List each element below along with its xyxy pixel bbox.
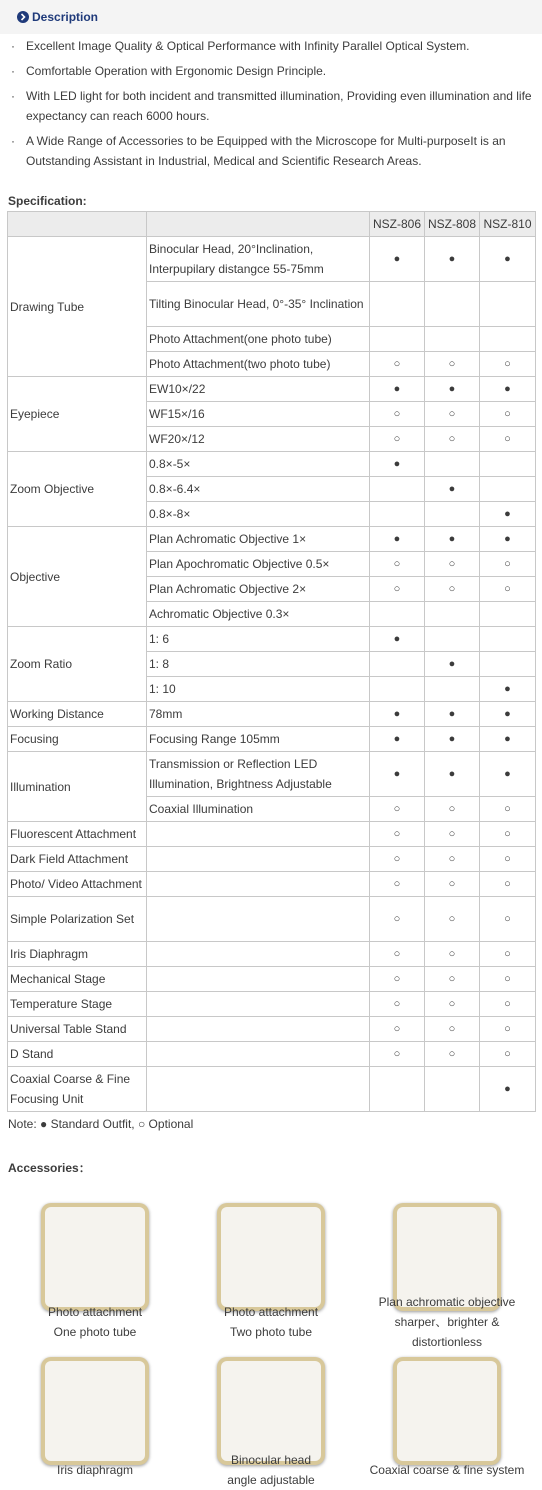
accessory-caption: Binocular head [230,1453,312,1467]
description-text: With LED light for both incident and transmitted illumination, Providing even illumination and life expectancy can reach 6000 hours. [26,89,532,123]
bullet-icon: · [11,134,15,148]
item-cell: 1: 8 [147,652,370,677]
accessory-caption: sharper、brighter & [394,1315,500,1329]
standard-mark: ● [425,702,480,727]
empty-mark [480,282,536,327]
optional-mark: ○ [425,872,480,897]
empty-mark [425,602,480,627]
standard-mark: ● [370,702,425,727]
accessory-caption: Photo attachment [223,1305,319,1319]
standard-mark: ● [370,237,425,282]
optional-mark: ○ [425,402,480,427]
empty-mark [480,327,536,352]
item-cell: Tilting Binocular Head, 0°-35° Inclination [147,282,370,327]
optional-mark: ○ [370,897,425,942]
optional-mark: ○ [370,402,425,427]
category-cell: Focusing [8,727,147,752]
category-cell: D Stand [8,1042,147,1067]
item-cell: Photo Attachment(two photo tube) [147,352,370,377]
optional-mark: ○ [425,992,480,1017]
accessory-caption: Coaxial coarse & fine system [369,1463,525,1477]
standard-mark: ● [425,477,480,502]
item-cell: Plan Achromatic Objective 2× [147,577,370,602]
optional-mark: ○ [370,872,425,897]
table-row [8,942,536,967]
photo-attachment-two-tube-image [217,1203,325,1311]
standard-mark: ● [425,652,480,677]
optional-mark: ○ [425,577,480,602]
standard-mark: ● [425,237,480,282]
table-row [8,1042,536,1067]
optional-mark: ○ [425,1042,480,1067]
coaxial-focus-system-image [393,1357,501,1465]
item-cell [147,847,370,872]
standard-mark: ● [480,377,536,402]
item-cell: EW10×/22 [147,377,370,402]
optional-mark: ○ [370,847,425,872]
optional-mark: ○ [425,797,480,822]
table-row [8,1067,536,1112]
optional-mark: ○ [480,1042,536,1067]
optional-mark: ○ [370,577,425,602]
category-cell: Illumination [8,752,147,822]
empty-mark [370,477,425,502]
optional-mark: ○ [480,402,536,427]
photo-attachment-one-tube-image [41,1203,149,1311]
accessory-photo-placeholder [397,1361,497,1461]
standard-mark: ● [480,752,536,797]
description-text: A Wide Range of Accessories to be Equipped with the Microscope for Multi-purposeIt is an Outstanding Assistant in Industrial, Medical and Scientific Research Areas. [26,134,506,168]
item-cell: 0.8×-8× [147,502,370,527]
empty-mark [480,602,536,627]
optional-mark: ○ [370,942,425,967]
empty-mark [425,677,480,702]
item-cell: WF20×/12 [147,427,370,452]
standard-mark: ● [480,527,536,552]
table-row [8,847,536,872]
specification-table [7,211,536,1112]
optional-mark: ○ [480,427,536,452]
bullet-icon: · [11,89,15,103]
optional-mark: ○ [425,847,480,872]
category-cell: Photo/ Video Attachment [8,872,147,897]
item-cell [147,992,370,1017]
optional-mark: ○ [370,992,425,1017]
standard-mark: ● [425,752,480,797]
item-cell [147,822,370,847]
optional-mark: ○ [425,822,480,847]
description-text: Excellent Image Quality & Optical Performance with Infinity Parallel Optical System. [26,39,470,53]
optional-mark: ○ [480,552,536,577]
item-cell [147,1017,370,1042]
optional-mark: ○ [370,967,425,992]
optional-mark: ○ [480,797,536,822]
standard-mark: ● [425,377,480,402]
standard-mark: ● [425,527,480,552]
item-cell: 0.8×-6.4× [147,477,370,502]
standard-mark: ● [370,527,425,552]
optional-mark: ○ [370,552,425,577]
optional-mark: ○ [480,847,536,872]
table-row [8,452,536,477]
standard-mark: ● [480,702,536,727]
category-cell: Simple Polarization Set [8,897,147,942]
description-title: Description [32,10,99,24]
category-cell: Universal Table Stand [8,1017,147,1042]
item-cell: Achromatic Objective 0.3× [147,602,370,627]
empty-mark [480,627,536,652]
item-cell: Plan Apochromatic Objective 0.5× [147,552,370,577]
description-item [8,36,538,56]
category-cell: Zoom Objective [8,452,147,527]
table-row [8,702,536,727]
accessory-photo-placeholder [45,1207,145,1307]
empty-mark [370,652,425,677]
table-row [8,967,536,992]
optional-mark: ○ [425,897,480,942]
description-item [8,86,538,126]
bullet-icon: · [11,39,15,53]
iris-diaphragm-image [41,1357,149,1465]
empty-mark [370,1067,425,1112]
optional-mark: ○ [425,552,480,577]
item-cell: Coaxial Illumination [147,797,370,822]
optional-mark: ○ [480,967,536,992]
empty-mark [425,327,480,352]
optional-mark: ○ [480,897,536,942]
chevron-right-circle-icon [17,11,29,23]
description-list [8,36,538,176]
accessory-caption: Two photo tube [229,1325,313,1339]
model-header: NSZ-810 [480,212,536,237]
item-cell: Binocular Head, 20°Inclination, Interpupilary distangce 55-75mm [147,237,370,282]
optional-mark: ○ [370,822,425,847]
category-cell: Coaxial Coarse & Fine Focusing Unit [8,1067,147,1112]
table-row [8,897,536,942]
header-blank [147,212,370,237]
item-cell [147,897,370,942]
empty-mark [480,452,536,477]
table-row [8,752,536,797]
description-item [8,131,538,171]
accessory-caption: distortionless [411,1335,483,1349]
empty-mark [370,602,425,627]
table-row [8,527,536,552]
item-cell [147,942,370,967]
category-cell: Objective [8,527,147,627]
accessory-photo-placeholder [45,1361,145,1461]
description-item [8,61,538,81]
accessory-caption: Plan achromatic objective [378,1295,516,1309]
header-blank [8,212,147,237]
item-cell: 78mm [147,702,370,727]
category-cell: Working Distance [8,702,147,727]
category-cell: Temperature Stage [8,992,147,1017]
category-cell: Eyepiece [8,377,147,452]
empty-mark [370,677,425,702]
table-row [8,872,536,897]
optional-mark: ○ [370,797,425,822]
bullet-icon: · [11,64,15,78]
optional-mark: ○ [480,942,536,967]
standard-mark: ● [370,752,425,797]
empty-mark [425,627,480,652]
table-row [8,1017,536,1042]
category-cell: Dark Field Attachment [8,847,147,872]
table-row [8,627,536,652]
accessory-photo-placeholder [221,1207,321,1307]
binocular-head-image [217,1357,325,1465]
optional-mark: ○ [480,872,536,897]
item-cell [147,1042,370,1067]
accessory-caption: angle adjustable [227,1473,315,1487]
optional-mark: ○ [370,1017,425,1042]
table-header-row [8,212,536,237]
accessory-caption: One photo tube [53,1325,137,1339]
standard-mark: ● [370,627,425,652]
accessory-photo-placeholder [221,1361,321,1461]
optional-mark: ○ [480,352,536,377]
table-row [8,822,536,847]
empty-mark [480,477,536,502]
category-cell: Iris Diaphragm [8,942,147,967]
item-cell [147,967,370,992]
table-row [8,992,536,1017]
empty-mark [370,327,425,352]
standard-mark: ● [425,727,480,752]
empty-mark [480,652,536,677]
standard-mark: ● [370,377,425,402]
optional-mark: ○ [480,577,536,602]
item-cell: 1: 6 [147,627,370,652]
standard-mark: ● [480,727,536,752]
optional-mark: ○ [480,822,536,847]
optional-mark: ○ [425,967,480,992]
item-cell [147,1067,370,1112]
empty-mark [425,1067,480,1112]
empty-mark [425,282,480,327]
empty-mark [370,502,425,527]
specification-title: Specification: [8,194,87,208]
table-row [8,377,536,402]
optional-mark: ○ [425,1017,480,1042]
optional-mark: ○ [480,992,536,1017]
table-row [8,237,536,282]
item-cell [147,872,370,897]
empty-mark [370,282,425,327]
standard-mark: ● [480,677,536,702]
category-cell: Zoom Ratio [8,627,147,702]
description-text: Comfortable Operation with Ergonomic Design Principle. [26,64,327,78]
item-cell: Plan Achromatic Objective 1× [147,527,370,552]
standard-mark: ● [370,727,425,752]
item-cell: 0.8×-5× [147,452,370,477]
optional-mark: ○ [425,942,480,967]
category-cell: Fluorescent Attachment [8,822,147,847]
optional-mark: ○ [480,1017,536,1042]
item-cell: WF15×/16 [147,402,370,427]
category-cell: Mechanical Stage [8,967,147,992]
item-cell: Transmission or Reflection LED Illumination, Brightness Adjustable [147,752,370,797]
optional-mark: ○ [425,427,480,452]
item-cell: Photo Attachment(one photo tube) [147,327,370,352]
item-cell: Focusing Range 105mm [147,727,370,752]
item-cell: 1: 10 [147,677,370,702]
model-header: NSZ-806 [370,212,425,237]
standard-mark: ● [480,237,536,282]
standard-mark: ● [480,502,536,527]
optional-mark: ○ [425,352,480,377]
accessory-caption: Photo attachment [47,1305,143,1319]
empty-mark [425,502,480,527]
optional-mark: ○ [370,352,425,377]
model-header: NSZ-808 [425,212,480,237]
legend-note: Note: ● Standard Outfit, ○ Optional [8,1117,194,1131]
standard-mark: ● [480,1067,536,1112]
optional-mark: ○ [370,1042,425,1067]
accessories-title: Accessories： [8,1161,91,1175]
empty-mark [425,452,480,477]
description-header [0,0,542,34]
table-row [8,727,536,752]
category-cell: Drawing Tube [8,237,147,377]
standard-mark: ● [370,452,425,477]
accessory-caption: Iris diaphragm [56,1463,134,1477]
optional-mark: ○ [370,427,425,452]
